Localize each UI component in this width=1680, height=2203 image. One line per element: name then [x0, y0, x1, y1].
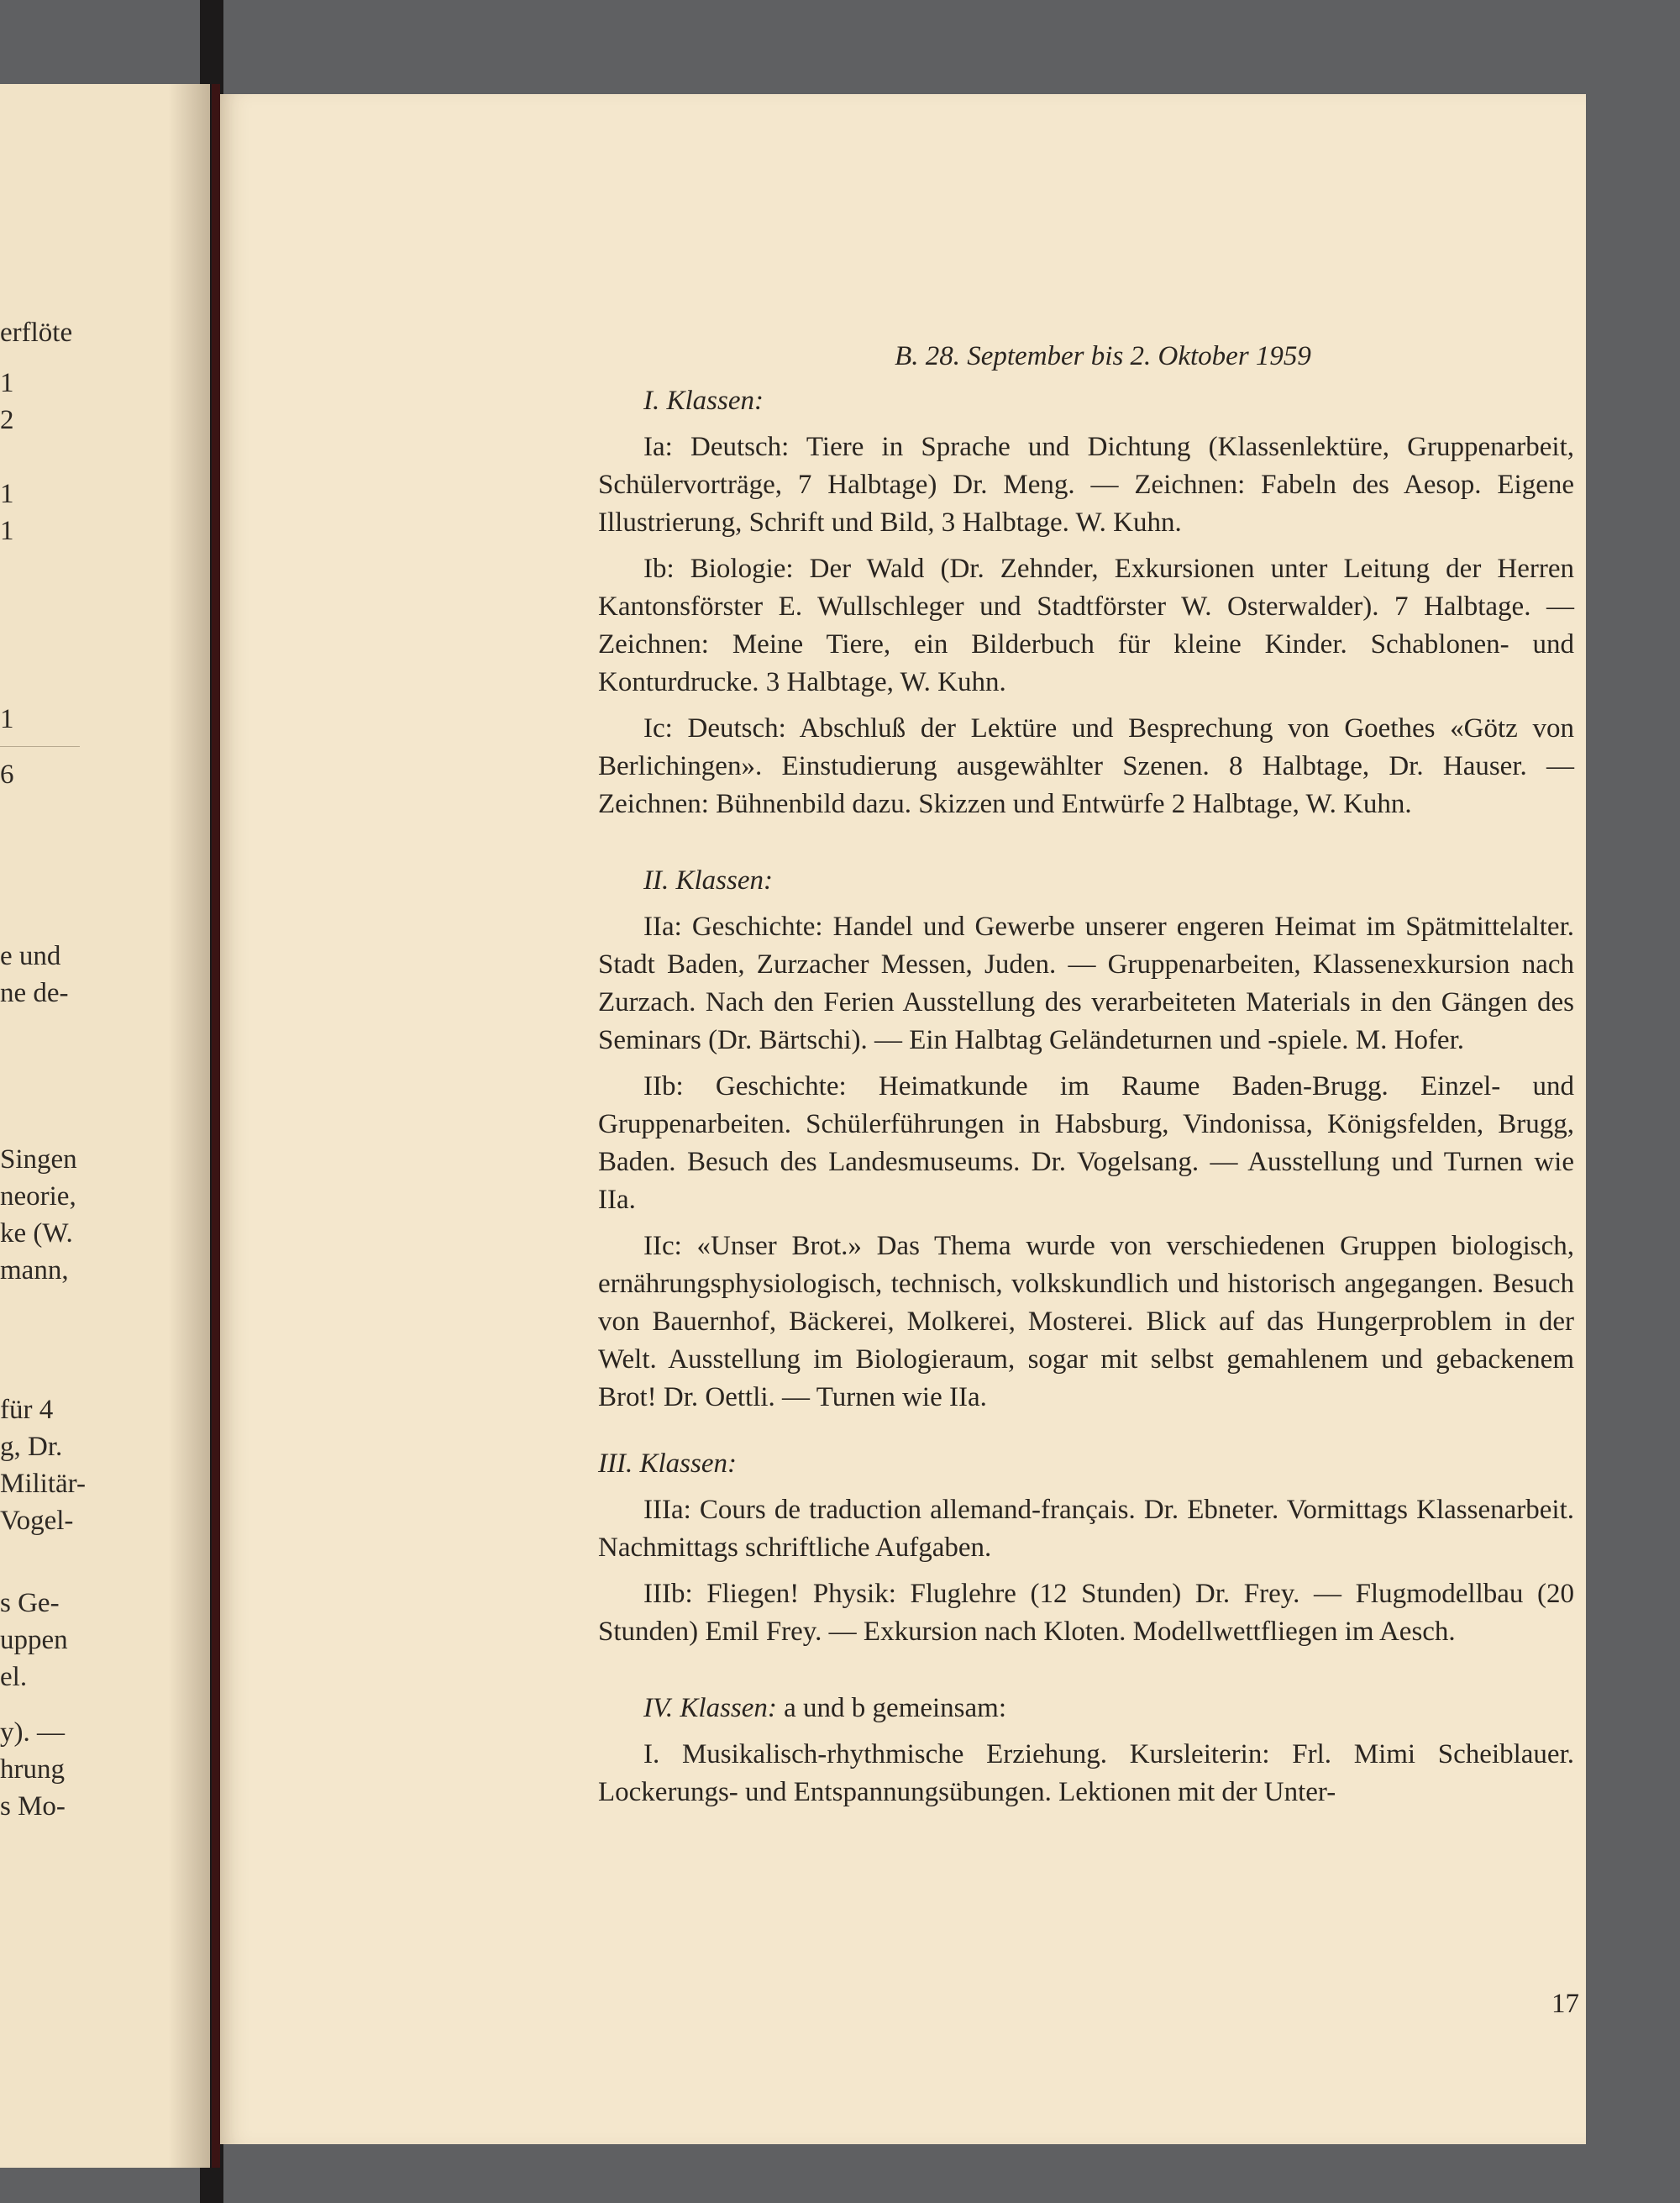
left-page-line: erflöte: [0, 318, 73, 348]
left-page-line: 1: [0, 704, 14, 734]
paragraph: IIc: «Unser Brot.» Das Thema wurde von verschiedenen Gruppen biologisch, ernährungsphysiologisch, technisch, volkskundlich und historisch angegangen. Besuch von Bauernhof, Bäckerei, Molkerei, Mosterei. Blick auf das Hungerproblem in der Welt. Ausstellung im Biologieraum, sogar mit selbst gemahlenem und gebackenem Brot! Dr. Oettli. — Turnen wie IIa.: [598, 1231, 1574, 1412]
paragraph: Ic: Deutsch: Abschluß der Lektüre und Besprechung von Goethes «Götz von Berlichingen». Einstudierung ausgewählter Szenen. 8 Halbtage, Dr. Hauser. — Zeichnen: Bühnenbild dazu. Skizzen und Entwürfe 2 Halbtage, W. Kuhn.: [598, 713, 1574, 819]
section-heading: [598, 1690, 1574, 1727]
left-page-line: neorie,: [0, 1181, 76, 1212]
section-heading-tail: a und b gemeinsam:: [776, 1693, 1007, 1723]
left-page-line: e und: [0, 941, 61, 971]
section-heading: I. Klassen:: [643, 386, 764, 416]
left-page-line: el.: [0, 1662, 28, 1692]
paragraph: IIa: Geschichte: Handel und Gewerbe unserer engeren Heimat im Spätmittelalter. Stadt Baden, Zurzacher Messen, Juden. — Gruppenarbeiten, Klassenexkursion nach Zurzach. Nach den Ferien Ausstellung des verarbeiteten Materials in den Gängen des Seminars (Dr. Bärtschi). — Ein Halbtag Geländeturnen und -spiele. M. Hofer.: [598, 912, 1574, 1055]
left-page-line: ke (W.: [0, 1218, 73, 1249]
left-page-line: Militär-: [0, 1469, 86, 1499]
left-page-line: uppen: [0, 1625, 68, 1655]
section-heading: III. Klassen:: [598, 1449, 737, 1479]
left-page-line: ne de-: [0, 978, 69, 1008]
paragraph: IIIa: Cours de traduction allemand-français. Dr. Ebneter. Vormittags Klassenarbeit. Nachmittags schriftliche Aufgaben.: [598, 1495, 1574, 1563]
left-page-line: 2: [0, 405, 14, 435]
document-page: [220, 94, 1586, 2144]
section-heading-title: IV. Klassen:: [643, 1693, 777, 1723]
left-page-line: s Mo-: [0, 1791, 66, 1822]
paragraph: I. Musikalisch-rhythmische Erziehung. Kursleiterin: Frl. Mimi Scheiblauer. Lockerungs- und Entspannungsübungen. Lektionen mit der Unter-: [598, 1739, 1574, 1807]
left-page-line: hrung: [0, 1754, 65, 1785]
left-page-line: g, Dr.: [0, 1432, 63, 1462]
paragraph: IIb: Geschichte: Heimatkunde im Raume Baden-Brugg. Einzel- und Gruppenarbeiten. Schülerführungen in Habsburg, Vindonissa, Königsfelden, Brugg, Baden. Besuch des Landesmuseums. Dr. Vogelsang. — Ausstellung und Turnen wie IIa.: [598, 1071, 1574, 1215]
left-page-line: 1: [0, 516, 14, 546]
page-title: B. 28. September bis 2. Oktober 1959: [895, 341, 1311, 371]
spine-binding: [212, 84, 220, 2168]
paragraph: Ib: Biologie: Der Wald (Dr. Zehnder, Exkursionen unter Leitung der Herren Kantonsförster E. Wullschleger und Stadtförster W. Osterwalder). 7 Halbtage. — Zeichnen: Meine Tiere, ein Bilderbuch für kleine Kinder. Schablonen- und Konturdrucke. 3 Halbtage, W. Kuhn.: [598, 554, 1574, 697]
left-page-line: 6: [0, 760, 14, 790]
page-number: 17: [1551, 1989, 1579, 2019]
page-content: [598, 338, 1574, 1811]
paragraph: Ia: Deutsch: Tiere in Sprache und Dichtung (Klassenlektüre, Gruppenarbeit, Schülervorträge, 7 Halbtage) Dr. Meng. — Zeichnen: Fabeln des Aesop. Eigene Illustrierung, Schrift und Bild, 3 Halbtage. W. Kuhn.: [598, 432, 1574, 538]
left-page-line: mann,: [0, 1255, 69, 1286]
left-page-line: Singen: [0, 1144, 77, 1175]
paragraph: IIIb: Fliegen! Physik: Fluglehre (12 Stunden) Dr. Frey. — Flugmodellbau (20 Stunden) Emil Frey. — Exkursion nach Kloten. Modellwettfliegen im Aesch.: [598, 1579, 1574, 1647]
left-page-line: Vogel-: [0, 1506, 74, 1536]
left-page-line: 1: [0, 368, 14, 398]
left-page-line: s Ge-: [0, 1588, 60, 1618]
left-page-line: 1: [0, 479, 14, 509]
section-heading: II. Klassen:: [643, 865, 773, 896]
left-facing-page: [0, 84, 210, 2168]
left-page-line: für 4: [0, 1395, 54, 1425]
left-page-line: y). —: [0, 1717, 65, 1748]
left-page-rule: [0, 746, 80, 747]
